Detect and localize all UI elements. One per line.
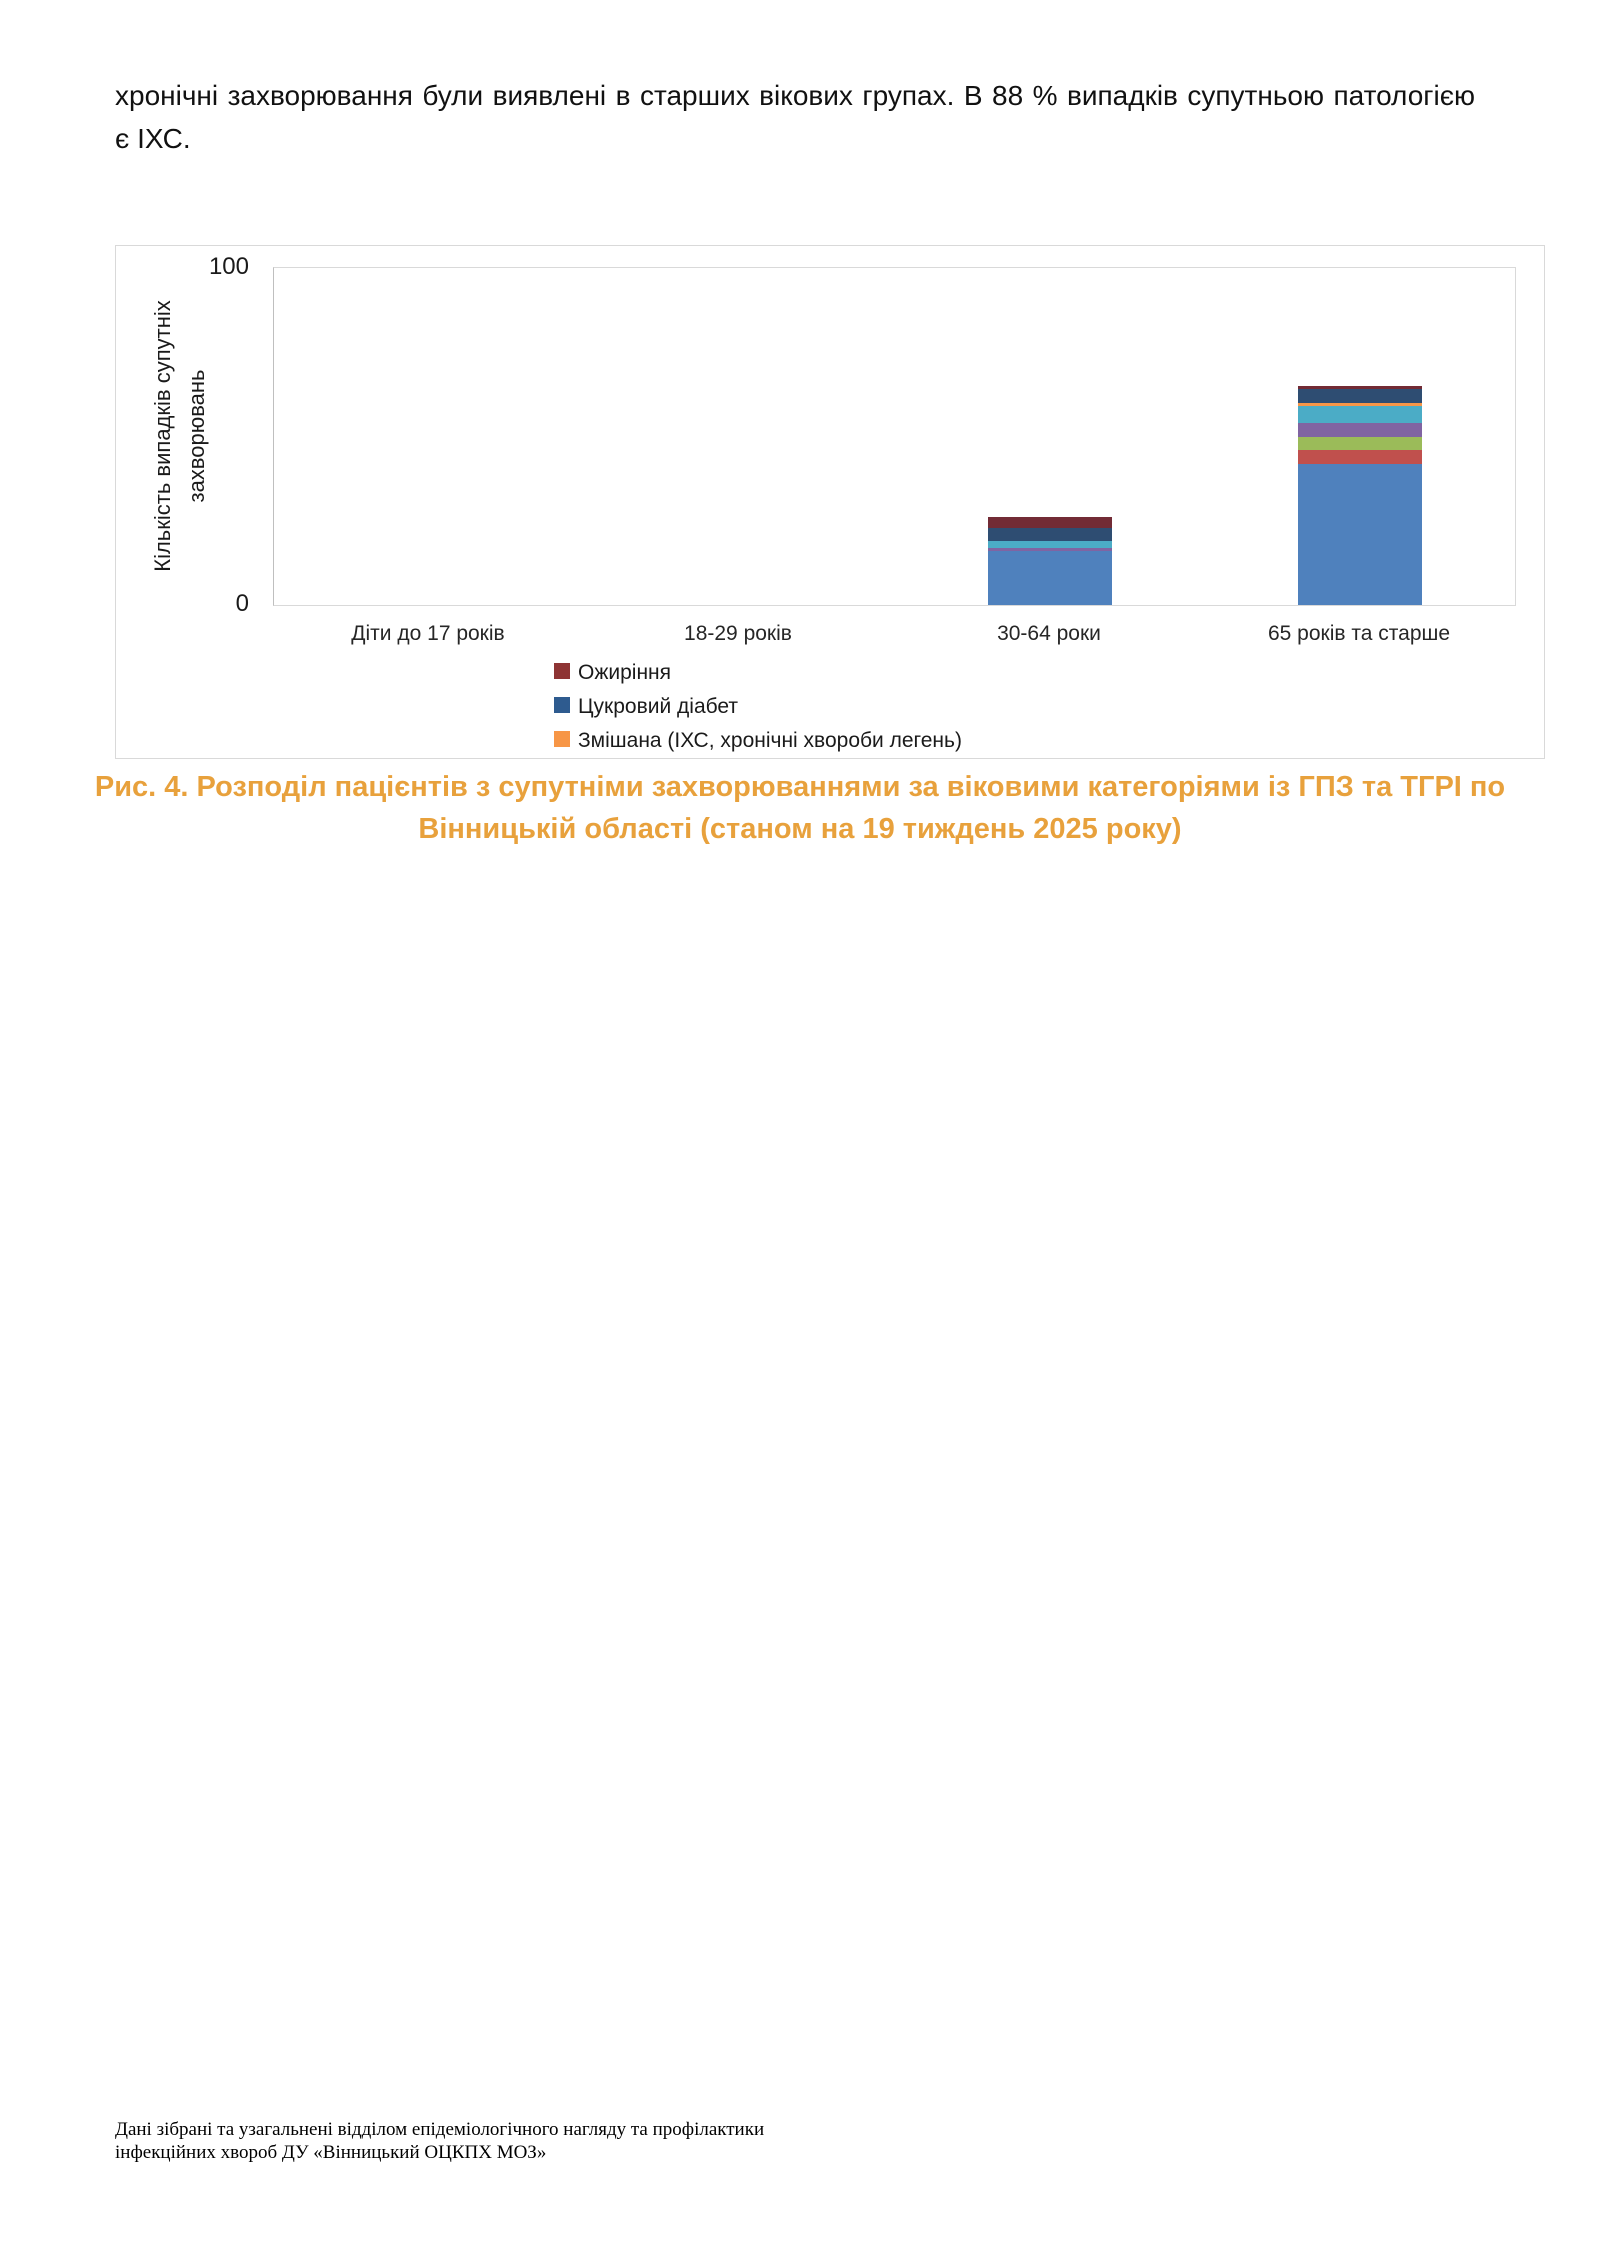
legend-swatch-icon xyxy=(554,697,570,713)
y-axis-title xyxy=(146,266,216,606)
legend-swatch-icon xyxy=(554,731,570,747)
footer-note-line1: Дані зібрані та узагальнені відділом епідеміологічного нагляду та профілактики xyxy=(115,2119,765,2140)
figure-chart xyxy=(115,245,1545,759)
figure-caption-line2: Вінницькій області (станом на 19 тиждень 2025 року) xyxy=(418,813,1182,845)
legend-label: Цукровий діабет xyxy=(578,695,739,718)
bar-segment xyxy=(988,517,1112,527)
x-tick-label: 18-29 років xyxy=(684,622,792,645)
legend-item xyxy=(554,728,962,753)
intro-paragraph: хронічні захворювання були виявлені в старших вікових групах. В 88 % випадків супутньою патологією є ІХС. xyxy=(115,80,1475,155)
x-tick-label: 65 років та старше xyxy=(1267,622,1451,645)
bar-segment xyxy=(1298,389,1422,403)
bar-segment xyxy=(1298,437,1422,451)
legend-item xyxy=(554,660,962,685)
x-tick-label: Діти до 17 років xyxy=(351,622,505,645)
bar-segment xyxy=(1298,423,1422,437)
legend-label: Змішана (ІХС, хронічні хвороби легень) xyxy=(578,729,962,752)
footer-note xyxy=(115,2118,895,2164)
bar-segment xyxy=(1298,464,1422,606)
bar-segment xyxy=(988,528,1112,542)
y-tick-0: 0 xyxy=(235,590,249,617)
y-axis-title-line2: захворювань xyxy=(184,369,209,503)
y-axis-title-line1: Кількість випадків супутніх xyxy=(150,300,175,572)
bar-group-4 xyxy=(1298,386,1422,605)
plot-area xyxy=(273,267,1516,606)
legend xyxy=(554,660,962,753)
x-tick-label: 30-64 роки xyxy=(997,622,1101,645)
bar-segment xyxy=(1298,450,1422,464)
figure-caption-line1: Рис. 4. Розподіл пацієнтів з супутніми захворюваннями за віковими категоріями із ГПЗ та ТГРІ по xyxy=(94,771,1506,803)
bar-segment xyxy=(988,551,1112,605)
footer-note-line2: інфекційних хвороб ДУ «Вінницький ОЦКПХ МОЗ» xyxy=(115,2142,547,2163)
legend-label: Ожиріння xyxy=(578,661,672,684)
legend-swatch-icon xyxy=(554,663,570,679)
bar-group-3 xyxy=(988,517,1112,605)
y-tick-100: 100 xyxy=(208,253,249,280)
bar-segment xyxy=(988,541,1112,548)
bar-segment xyxy=(1298,406,1422,423)
figure-caption xyxy=(40,766,1560,850)
legend-item xyxy=(554,694,962,719)
